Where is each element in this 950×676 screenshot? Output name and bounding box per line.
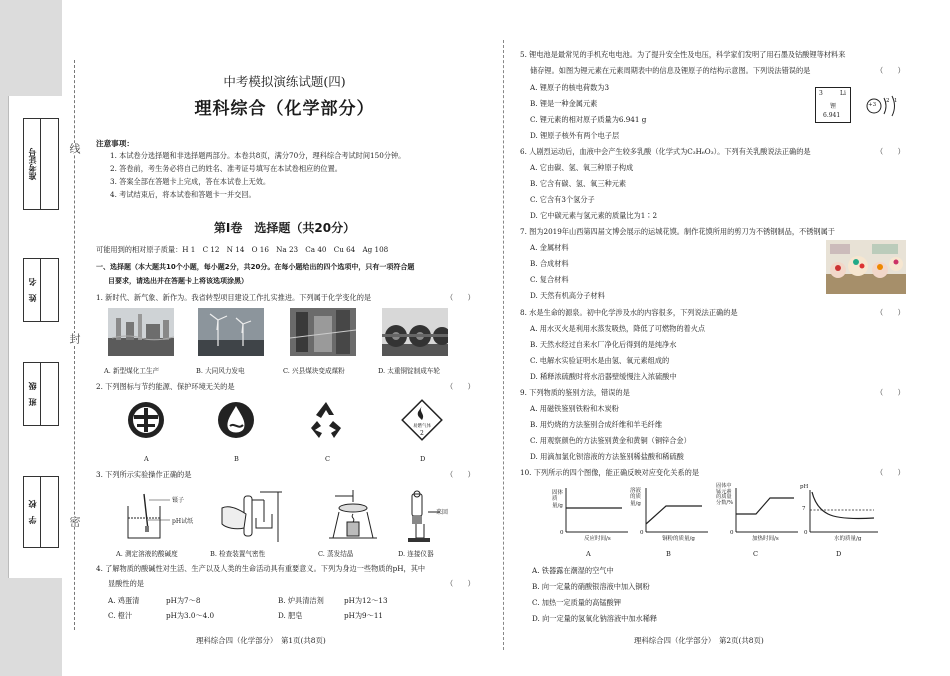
q2-letter-d[interactable]: D <box>420 455 426 463</box>
q9-stem: 9. 下列物质的鉴别方法，错误的是 <box>520 388 630 397</box>
q2-answer-paren[interactable]: （ ） <box>446 382 475 391</box>
q10-option-a[interactable]: A. 铁器露在潮湿的空气中 <box>532 566 614 575</box>
water-saving-icon <box>216 400 256 440</box>
class-box[interactable] <box>23 362 59 426</box>
name-box[interactable] <box>23 258 59 322</box>
q4-option-a-ph: pH为7～8 <box>166 596 201 605</box>
q10-option-d[interactable]: D. 向一定量的氢氧化钠溶液中加水稀释 <box>532 614 658 623</box>
atomic-mass: 6.941 <box>823 112 841 119</box>
q2-stem: 2. 下列图标与节约能源、保护环境无关的是 <box>96 382 235 391</box>
q10-chart-b <box>630 484 712 546</box>
q7-option-d[interactable]: D. 天然有机高分子材料 <box>530 291 605 300</box>
q5-option-d[interactable]: D. 锂原子核外有两个电子层 <box>530 131 620 140</box>
q7-flower-bun-photo <box>826 240 906 294</box>
shell2-electrons: 1 <box>894 98 898 104</box>
q7-option-c[interactable]: C. 复合材料 <box>530 275 569 284</box>
q5-stem-line2: 储存锂。如图为锂元素在元素周期表中的信息及锂原子的结构示意图。下列说法错误的是 <box>530 66 811 75</box>
atomic-masses: 可能用到的相对原子质量：H 1 C 12 N 14 O 16 Na 23 Ca 40 Cu 64 Ag 108 <box>96 245 389 254</box>
element-symbol: Li <box>840 90 846 97</box>
q10-option-c[interactable]: C. 加热一定质量的高锰酸钾 <box>532 598 621 607</box>
footer-left: 理科综合四（化学部分） 第1页(共8页) <box>196 636 326 645</box>
q7-option-a[interactable]: A. 金属材料 <box>530 243 569 252</box>
q9-option-c[interactable]: C. 用观察颜色的方法鉴别黄金和黄铜（铜锌合金） <box>530 436 691 445</box>
instructions-line2: 目要求，请选出并在答题卡上将该选项涂黑） <box>108 277 248 285</box>
q5-option-a[interactable]: A. 锂原子的核电荷数为3 <box>530 83 610 92</box>
class-label: 班 级 <box>27 382 37 406</box>
q10-chart-b-ylabel: 溶液的质量/g <box>630 488 642 507</box>
q8-option-d[interactable]: D. 稀释浓硫酸时将水沿器壁缓慢注入浓硫酸中 <box>530 372 677 381</box>
q1-option-c[interactable]: C. 兴县煤块变成煤粉 <box>283 367 345 375</box>
cut-word-secret: 密 <box>68 516 81 527</box>
name-label: 姓 名 <box>27 278 37 302</box>
q1-photo-d <box>382 308 448 356</box>
q5-answer-paren[interactable]: （ ） <box>876 66 905 75</box>
q8-option-a[interactable]: A. 用水灭火是利用水蒸发吸热，降低了可燃物的着火点 <box>530 324 706 333</box>
hazard-number: 2 <box>420 430 424 437</box>
notice-item: 2. 答卷前，考生务必将自己的姓名、准考证号填写在本试卷相应的位置。 <box>110 164 342 173</box>
q3-figure-d <box>402 488 458 544</box>
q3-answer-paren[interactable]: （ ） <box>446 470 475 479</box>
q9-option-d[interactable]: D. 用滴加氯化钡溶液的方法鉴别稀盐酸和稀硫酸 <box>530 452 684 461</box>
q6-option-b[interactable]: B. 它含有碳、氢、氧三种元素 <box>530 179 627 188</box>
q1-option-d[interactable]: D. 太重铜锭制成车轮 <box>378 367 440 375</box>
q10-chart-d <box>798 484 882 546</box>
q10-chart-b-xlabel: 铜粉的质量/g <box>662 536 695 542</box>
q1-photo-b <box>198 308 264 356</box>
q10-chart-d-tick: 7 <box>802 506 806 512</box>
q5-option-b[interactable]: B. 锂是一种金属元素 <box>530 99 598 108</box>
binding-info-panel <box>8 96 62 578</box>
q9-answer-paren[interactable]: （ ） <box>876 388 905 397</box>
q10-chart-d-letter[interactable]: D <box>836 550 842 558</box>
q5-option-c[interactable]: C. 锂元素的相对原子质量为6.941 g <box>530 115 647 124</box>
exam-number-box[interactable] <box>23 118 59 210</box>
q2-letter-a[interactable]: A <box>144 455 149 463</box>
q1-option-b[interactable]: B. 大同风力发电 <box>196 367 245 375</box>
q9-option-b[interactable]: B. 用灼烧的方法鉴别合成纤维和羊毛纤维 <box>530 420 663 429</box>
q4-option-b[interactable]: B. 炉具清洁剂 <box>278 596 324 605</box>
periodic-table-cell <box>815 87 851 123</box>
q1-stem: 1. 新时代、新气象、新作为。我省转型项目建设工作扎实推进。下列属于化学变化的是 <box>96 293 372 302</box>
recycling-icon <box>305 400 347 440</box>
school-label: 学 校 <box>27 500 37 524</box>
q10-answer-paren[interactable]: （ ） <box>876 468 905 477</box>
atomic-number: 3 <box>819 90 823 97</box>
q3-option-a[interactable]: A. 测定溶液的酸碱度 <box>116 550 178 558</box>
q3-option-b[interactable]: B. 检查装置气密性 <box>210 550 266 558</box>
footer-right: 理科综合四（化学部分） 第2页(共8页) <box>634 636 764 645</box>
q6-stem: 6. 人剧烈运动后，血液中会产生较多乳酸（化学式为C₃H₆O₃）。下列有关乳酸说法正确的是 <box>520 147 811 156</box>
q3-option-d[interactable]: D. 连接仪器 <box>398 550 434 558</box>
shell1-electrons: 2 <box>886 98 890 104</box>
q1-photo-c <box>290 308 356 356</box>
q4-option-d[interactable]: D. 肥皂 <box>278 611 303 620</box>
atom-structure-diagram <box>862 92 902 120</box>
q3-figure-c <box>325 488 381 544</box>
element-name: 锂 <box>830 103 837 110</box>
q8-option-c[interactable]: C. 电解水实验证明水是由氢、氧元素组成的 <box>530 356 670 365</box>
cut-word-seal: 封 <box>68 333 81 344</box>
hazard-label: 易燃气体 <box>413 424 431 429</box>
column-divider <box>503 40 504 650</box>
school-box[interactable] <box>23 476 59 548</box>
q7-option-b[interactable]: B. 合成材料 <box>530 259 569 268</box>
q4-stem-line2: 显酸性的是 <box>108 579 144 588</box>
instructions-line1: 一、选择题（本大题共10个小题，每小题2分，共20分。在每小题给出的四个选项中，只有一项符合题 <box>96 263 415 271</box>
exam-title: 中考模拟演练试题(四) <box>223 74 346 89</box>
q5-stem-line1: 5. 锂电池是最常见的手机充电电池。为了提升安全性及电压，科学家们发明了用石墨及钴酸锂等材料来 <box>520 50 846 59</box>
q10-chart-a <box>552 484 632 546</box>
q10-chart-d-ylabel: pH <box>800 484 809 490</box>
q10-chart-d-xlabel: 水的质量/g <box>834 536 862 542</box>
q3-label-knock: 来回 <box>436 509 449 516</box>
q1-photo-a <box>108 308 174 356</box>
q2-letter-c[interactable]: C <box>325 455 331 463</box>
exam-number-label: 准考证号 <box>27 148 37 180</box>
q10-chart-c-xlabel: 加热时间/s <box>752 536 779 542</box>
q10-chart-b-letter[interactable]: B <box>666 550 671 558</box>
q10-chart-c-ylabel: 固体中锰元素的质量分数/% <box>716 483 734 507</box>
q3-option-c[interactable]: C. 蒸发结晶 <box>318 550 354 558</box>
q9-option-a[interactable]: A. 用磁铁鉴别铁粉和木炭粉 <box>530 404 619 413</box>
q4-option-a[interactable]: A. 鸡蛋清 <box>108 596 140 605</box>
notice-item: 1. 本试卷分选择题和非选择题两部分。本卷共8页，满分70分，理科综合考试时间150分钟。 <box>110 151 406 160</box>
q6-option-c[interactable]: C. 它含有3个氢分子 <box>530 195 595 204</box>
section-title: 第Ⅰ卷 选择题（共20分） <box>213 221 356 235</box>
q10-chart-a-ylabel: 固体质量/g <box>552 490 564 509</box>
q10-stem: 10. 下列所示的四个图像，能正确反映对应变化关系的是 <box>520 468 700 477</box>
q10-chart-a-origin: 0 <box>560 530 564 536</box>
q8-option-b[interactable]: B. 天然水经过自来水厂净化后得到的是纯净水 <box>530 340 677 349</box>
q10-chart-c-origin: 0 <box>730 530 734 536</box>
q6-answer-paren[interactable]: （ ） <box>876 147 905 156</box>
q10-chart-b-origin: 0 <box>640 530 644 536</box>
exam-subtitle: 理科综合（化学部分） <box>194 99 375 119</box>
q10-chart-c <box>714 484 800 546</box>
q4-answer-paren[interactable]: （ ） <box>446 579 475 588</box>
q3-label-ph-paper: pH试纸 <box>172 518 194 525</box>
q4-option-c[interactable]: C. 橙汁 <box>108 611 133 620</box>
q6-option-d[interactable]: D. 它中碳元素与氢元素的质量比为1∶2 <box>530 211 658 220</box>
notice-heading: 注意事项： <box>96 139 134 148</box>
q3-figure-b <box>216 488 286 544</box>
q10-option-b[interactable]: B. 向一定量的硝酸银溶液中加入铜粉 <box>532 582 650 591</box>
nucleus-charge: +3 <box>868 102 877 108</box>
q8-answer-paren[interactable]: （ ） <box>876 308 905 317</box>
q7-stem: 7. 图为2019年山西第四届文博会展示的运城花馍。制作花馍所用的剪刀为不锈钢制品，不锈钢属于 <box>520 227 835 236</box>
q10-chart-a-letter[interactable]: A <box>586 550 591 558</box>
q3-label-tweezers: 镊子 <box>172 497 185 504</box>
q4-option-c-ph: pH为3.0～4.0 <box>166 611 215 620</box>
q4-stem-line1: 4. 了解物质的酸碱性对生活、生产以及人类的生命活动具有重要意义。下列为身边一些物质的pH，其中 <box>96 564 426 573</box>
notice-item: 4. 考试结束后，将本试卷和答题卡一并交回。 <box>110 190 256 199</box>
notice-item: 3. 答案全部在答题卡上完成，答在本试卷上无效。 <box>110 177 271 186</box>
energy-saving-icon <box>126 400 166 440</box>
q4-option-b-ph: pH为12～13 <box>344 596 388 605</box>
q10-chart-d-origin: 0 <box>804 530 808 536</box>
cut-word-line: 线 <box>68 143 81 154</box>
q1-option-a[interactable]: A. 新型煤化工生产 <box>104 367 160 375</box>
q2-letter-b[interactable]: B <box>234 455 239 463</box>
q10-chart-c-letter[interactable]: C <box>753 550 759 558</box>
q10-chart-a-xlabel: 反应时间/s <box>584 536 611 542</box>
q4-option-d-ph: pH为9～11 <box>344 611 383 620</box>
q6-option-a[interactable]: A. 它由碳、氢、氧三种原子构成 <box>530 163 634 172</box>
q1-answer-paren[interactable]: （ ） <box>446 293 475 302</box>
q3-stem: 3. 下列所示实验操作正确的是 <box>96 470 192 479</box>
q8-stem: 8. 水是生命的源泉。初中化学涉及水的内容很多，下列说法正确的是 <box>520 308 738 317</box>
